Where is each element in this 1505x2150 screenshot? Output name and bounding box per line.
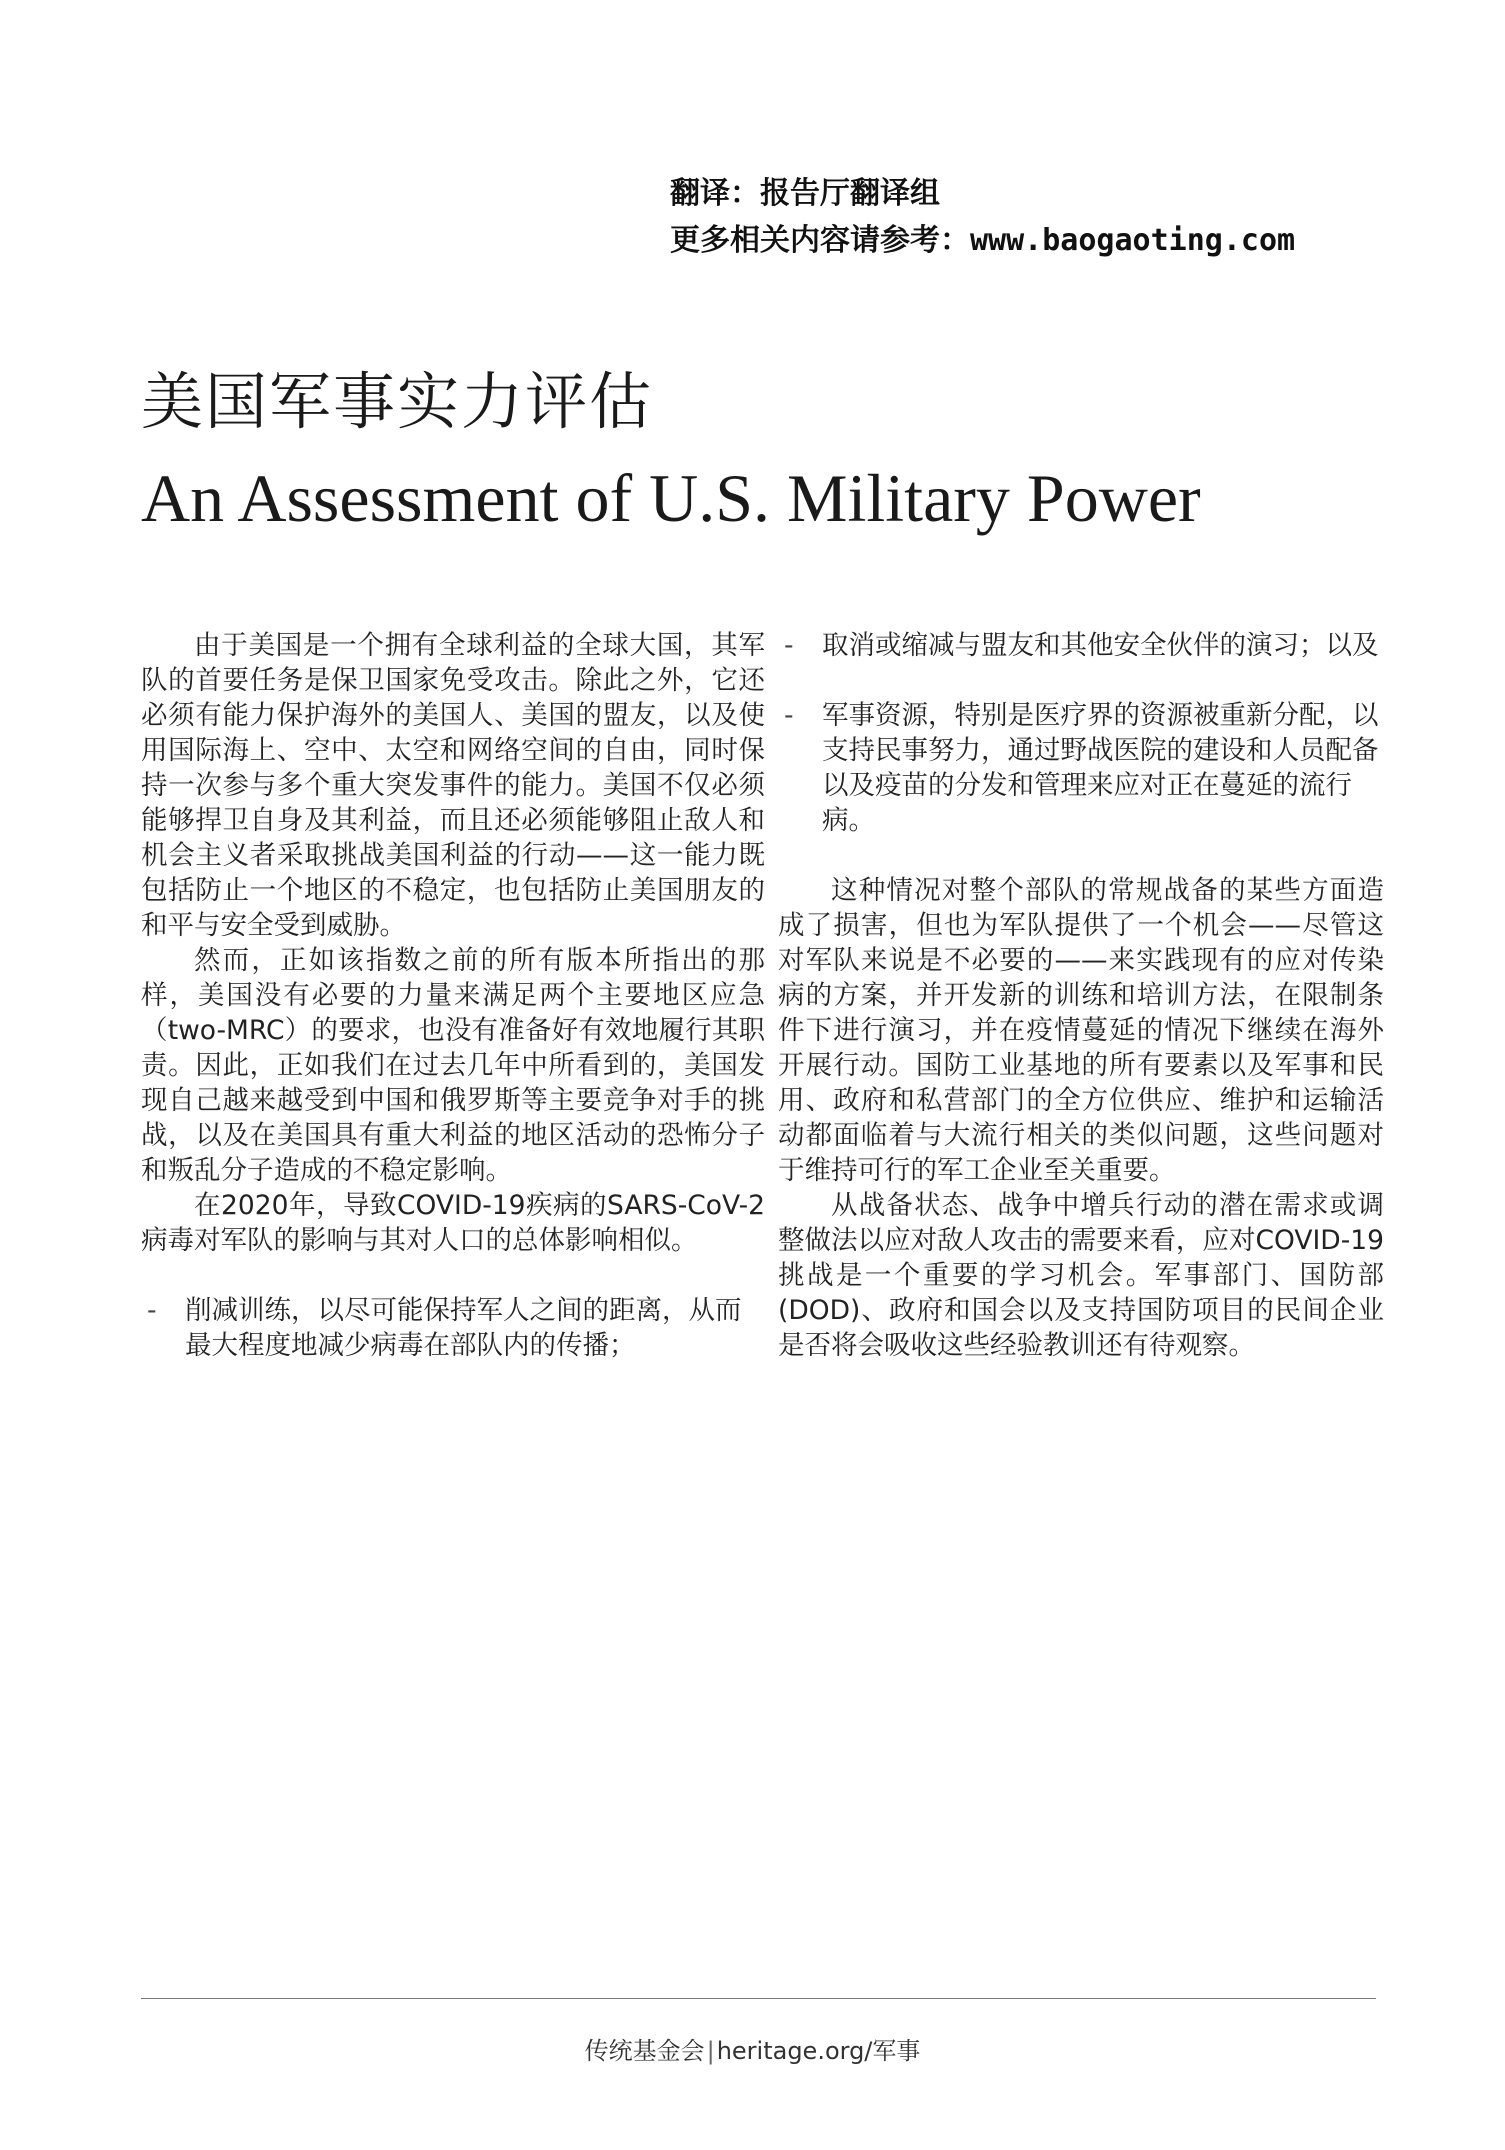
footer-site: heritage.org/军事	[716, 2037, 921, 2065]
body-paragraph: 这种情况对整个部队的常规战备的某些方面造成了损害，但也为军队提供了一个机会——尽管这对军队来说是不必要的——来实践现有的应对传染病的方案，并开发新的训练和培训方法，在限制条件下进行演习，并在疫情蔓延的情况下继续在海外开展行动。国防工业基地的所有要素以及军事和民用、政府和私营部门的全方位供应、维护和运输活动都面临着与大流行相关的类似问题，这些问题对于维持可行的军工企业至关重要。	[778, 875, 1384, 1186]
body-paragraph: 从战备状态、战争中增兵行动的潜在需求或调整做法以应对敌人攻击的需要来看，应对COVID-19挑战是一个重要的学习机会。军事部门、国防部(DOD)、政府和国会以及支持国防项目的民间企业是否将会吸收这些经验教训还有待观察。	[778, 1190, 1384, 1361]
bullet-list	[141, 1293, 765, 1363]
body-paragraph: 然而，正如该指数之前的所有版本所指出的那样，美国没有必要的力量来满足两个主要地区应急（two-MRC）的要求，也没有准备好有效地履行其职责。因此，正如我们在过去几年中所看到的，美国发现自己越来越受到中国和俄罗斯等主要竞争对手的挑战，以及在美国具有重大利益的地区活动的恐怖分子和叛乱分子造成的不稳定影响。	[141, 945, 765, 1186]
translator-line: 翻译：报告厅翻译组	[670, 176, 940, 211]
bullet-item	[778, 628, 1384, 663]
footer-divider	[141, 1998, 1376, 1999]
reference-line	[670, 217, 1295, 264]
spacer	[778, 663, 1384, 698]
body-paragraph: 在2020年，导致COVID-19疾病的SARS-CoV-2病毒对军队的影响与其对人口的总体影响相似。	[141, 1190, 765, 1256]
body-paragraph: 由于美国是一个拥有全球利益的全球大国，其军队的首要任务是保卫国家免受攻击。除此之外，它还必须有能力保护海外的美国人、美国的盟友，以及使用国际海上、空中、太空和网络空间的自由，同时保持一次参与多个重大突发事件的能力。美国不仅必须能够捍卫自身及其利益，而且还必须能够阻止敌人和机会主义者采取挑战美国利益的行动——这一能力既包括防止一个地区的不稳定，也包括防止美国朋友的和平与安全受到威胁。	[141, 630, 765, 941]
spacer	[141, 1258, 765, 1293]
dash-bullet-icon: -	[784, 700, 794, 731]
bullet-text: 军事资源，特别是医疗界的资源被重新分配，以支持民事努力，通过野战医院的建设和人员配备以及疫苗的分发和管理来应对正在蔓延的流行病。	[822, 700, 1379, 836]
bullet-item	[778, 698, 1384, 838]
dash-bullet-icon: -	[784, 630, 794, 661]
footer-separator: |	[706, 2037, 715, 2065]
bullet-text: 取消或缩减与盟友和其他安全伙伴的演习；以及	[822, 630, 1379, 661]
left-column	[141, 628, 765, 1363]
bullet-text: 削减训练，以尽可能保持军人之间的距离，从而最大程度地减少病毒在部队内的传播；	[185, 1295, 742, 1361]
translation-credit	[670, 170, 1295, 264]
page-title-english: An Assessment of U.S. Military Power	[141, 460, 1201, 536]
bullet-list	[778, 628, 1384, 838]
bullet-item	[141, 1293, 765, 1363]
footer-org: 传统基金会	[584, 2037, 705, 2065]
page-title-chinese: 美国军事实力评估	[141, 365, 654, 438]
right-column	[778, 628, 1384, 1363]
reference-url: www.baogaoting.com	[970, 223, 1296, 258]
reference-prefix: 更多相关内容请参考：	[670, 223, 970, 258]
dash-bullet-icon: -	[147, 1295, 157, 1326]
page-footer	[0, 2036, 1505, 2066]
spacer	[778, 838, 1384, 873]
